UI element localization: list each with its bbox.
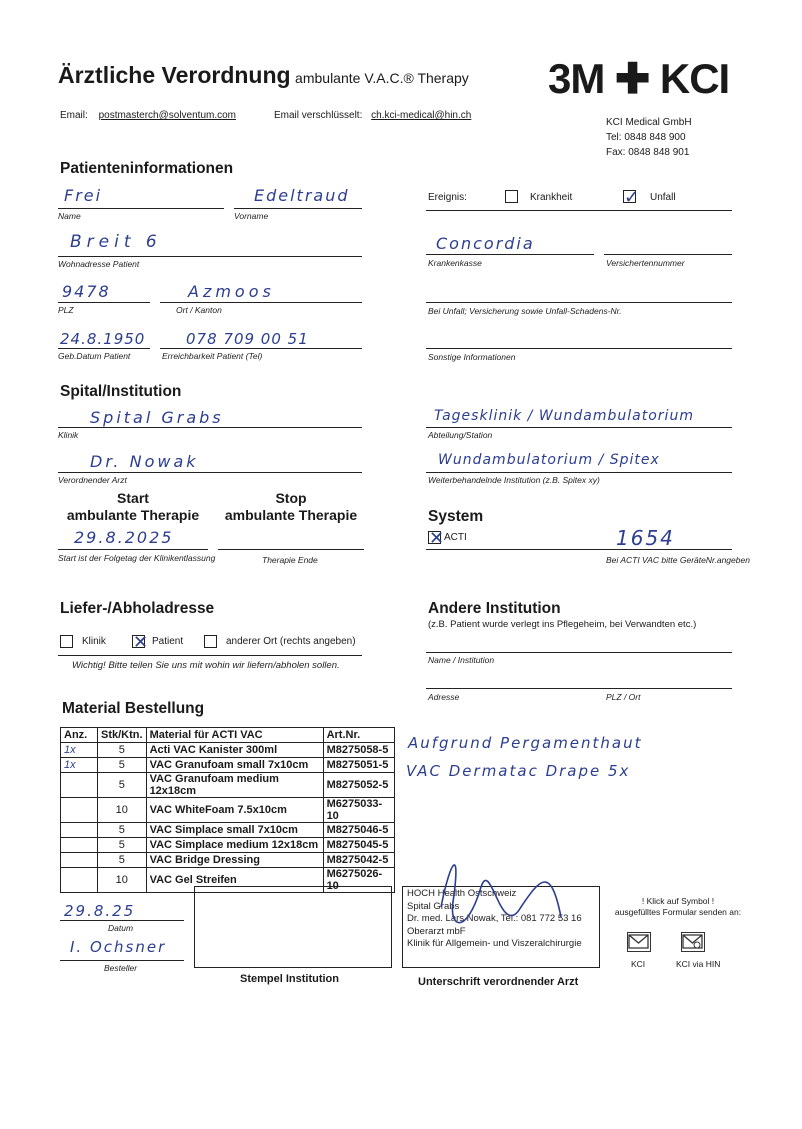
delivery-patient-checkbox[interactable]: ✕ <box>133 632 149 652</box>
abteilung-line <box>426 427 732 428</box>
delivery-klinik-label: Klinik <box>82 636 106 647</box>
unfall-nr-line <box>426 302 732 303</box>
material-stk-cell: 5 <box>98 853 147 868</box>
stamp-line-3: Dr. med. Lars Nowak, Tel.: 081 772 53 16 <box>407 913 582 924</box>
device-label: Bei ACTI VAC bitte GeräteNr.angeben <box>606 555 750 565</box>
material-stk-cell: 5 <box>98 823 147 838</box>
patient-tel-value[interactable]: 078 709 00 51 <box>186 330 309 348</box>
versnr-label: Versichertennummer <box>606 258 685 268</box>
tel-label: Erreichbarkeit Patient (Tel) <box>162 351 263 361</box>
send-note-2: ausgefülltes Formular senden an: <box>614 907 742 917</box>
material-stk-cell: 10 <box>98 798 147 823</box>
email-enc-label: Email verschlüsselt: <box>274 110 363 121</box>
name-label: Name <box>58 211 81 221</box>
event-label: Ereignis: <box>428 192 467 203</box>
email-link[interactable]: postmasterch@solventum.com <box>98 110 236 121</box>
send-note-1: ! Klick auf Symbol ! <box>641 896 715 906</box>
material-note-2: VAC Dermatac Drape 5x <box>406 762 631 780</box>
material-qty-cell[interactable] <box>61 798 98 823</box>
email-enc-row <box>274 110 471 121</box>
material-art-cell: M8275042-5 <box>323 853 394 868</box>
material-stk-cell: 5 <box>98 758 147 773</box>
material-name-cell: Acti VAC Kanister 300ml <box>146 743 323 758</box>
form-subtitle: ambulante V.A.C.® Therapy <box>295 70 469 86</box>
weiter-line <box>426 472 732 473</box>
material-art-cell: M8275058-5 <box>323 743 394 758</box>
stamp-line-4: Oberarzt mbF <box>407 925 466 937</box>
material-qty-cell[interactable]: 1x <box>61 758 98 773</box>
material-row <box>61 823 395 838</box>
stop-heading-2: ambulante Therapie <box>224 507 358 523</box>
start-label: Start ist der Folgetag der Klinikentlassung <box>58 553 216 563</box>
patient-plz-value[interactable]: 9478 <box>62 282 111 301</box>
material-stk-cell: 5 <box>98 773 147 798</box>
unfall-checkbox[interactable]: ✓ <box>624 187 640 207</box>
name-line <box>58 208 224 209</box>
patient-section-title: Patienteninformationen <box>60 160 234 177</box>
ort-label: Ort / Kanton <box>176 305 222 315</box>
delivery-klinik-checkbox[interactable] <box>60 635 73 648</box>
stamp-line-5: Klinik für Allgemein- und Viszeralchirurgie <box>407 938 582 949</box>
address-label: Wohnadresse Patient <box>58 259 140 269</box>
signature-label: Unterschrift verordnender Arzt <box>418 976 579 988</box>
kci-hin-mail-label: KCI via HIN <box>676 959 721 969</box>
start-line <box>58 549 208 550</box>
material-row <box>61 743 395 758</box>
material-row <box>61 758 395 773</box>
envelope-icon <box>628 933 649 950</box>
signature-box <box>402 886 600 968</box>
email-row <box>60 110 236 121</box>
dob-line <box>58 348 150 349</box>
besteller-line <box>60 960 184 961</box>
material-row <box>61 838 395 853</box>
start-date-value[interactable]: 29.8.2025 <box>74 528 174 547</box>
material-note-1: Aufgrund Pergamenthaut <box>408 734 643 752</box>
delivery-section-title: Liefer-/Abholadresse <box>60 600 215 617</box>
material-art-cell: M8275052-5 <box>323 773 394 798</box>
material-art-cell: M8275046-5 <box>323 823 394 838</box>
acti-label: ACTI <box>444 532 467 543</box>
delivery-line <box>58 655 362 656</box>
device-nr-value[interactable]: 1654 <box>616 526 675 550</box>
material-name-cell: VAC WhiteFoam 7.5x10cm <box>146 798 323 823</box>
company-contact <box>606 115 692 160</box>
tel-line <box>160 348 362 349</box>
stamp-line-2: Spital Grabs <box>407 900 460 912</box>
abteilung-value[interactable]: Tagesklinik / Wundambulatorium <box>434 408 694 424</box>
patient-dob-value[interactable]: 24.8.1950 <box>60 330 146 348</box>
arzt-line <box>58 472 362 473</box>
vorname-line <box>234 208 362 209</box>
sonstige-label: Sonstige Informationen <box>428 352 516 362</box>
end-label: Therapie Ende <box>262 555 318 565</box>
order-date-value[interactable]: 29.8.25 <box>64 902 136 920</box>
patient-address-value[interactable]: Breit 6 <box>70 232 162 252</box>
other-section-title: Andere Institution <box>428 600 561 617</box>
system-section-title: System <box>428 508 484 525</box>
material-name-cell: VAC Simplace medium 12x18cm <box>146 838 323 853</box>
material-name-cell: VAC Granufoam small 7x10cm <box>146 758 323 773</box>
stop-heading <box>218 490 364 524</box>
delivery-anderer-checkbox[interactable] <box>204 635 217 648</box>
material-qty-cell[interactable] <box>61 773 98 798</box>
patient-vorname-value[interactable]: Edeltraud <box>254 186 350 205</box>
patient-name-value[interactable]: Frei <box>64 186 103 205</box>
doctor-signature <box>421 847 571 967</box>
system-line <box>426 549 732 550</box>
stempel-box <box>194 886 392 968</box>
delivery-anderer-label <box>226 636 356 647</box>
material-qty-cell[interactable] <box>61 823 98 838</box>
material-stk-cell: 5 <box>98 838 147 853</box>
col-stk: Stk/Ktn. <box>98 728 147 743</box>
kasse-line <box>426 254 594 255</box>
versnr-line <box>604 254 732 255</box>
material-qty-cell[interactable] <box>61 868 98 893</box>
other-plz-label: PLZ / Ort <box>606 692 641 702</box>
col-anz: Anz. <box>61 728 98 743</box>
krankheit-checkbox[interactable] <box>505 190 518 203</box>
email-label: Email: <box>60 110 88 121</box>
material-name-cell: VAC Simplace small 7x10cm <box>146 823 323 838</box>
stempel-label: Stempel Institution <box>240 973 339 985</box>
other-name-label: Name / Institution <box>428 655 495 665</box>
material-header-row <box>61 728 395 743</box>
start-heading <box>58 490 208 524</box>
material-qty-cell[interactable]: 1x <box>61 743 98 758</box>
besteller-value[interactable]: I. Ochsner <box>70 938 167 956</box>
delivery-note: Wichtig! Bitte teilen Sie uns mit wohin wir liefern/abholen sollen. <box>72 660 340 671</box>
weiter-value[interactable]: Wundambulatorium / Spitex <box>438 452 660 468</box>
date-line <box>60 920 184 921</box>
stop-line <box>218 549 364 550</box>
material-stk-cell: 5 <box>98 743 147 758</box>
acti-checkbox[interactable]: ✕ <box>429 528 445 548</box>
form-title-block <box>58 62 469 89</box>
klinik-label: Klinik <box>58 430 79 440</box>
company-logo: 3M ✚ KCI <box>548 55 730 102</box>
material-art-cell: M6275033-10 <box>323 798 394 823</box>
besteller-label: Besteller <box>104 963 138 973</box>
delivery-anderer-text: anderer Ort <box>226 636 278 647</box>
klinik-line <box>58 427 362 428</box>
stop-heading-1: Stop <box>275 490 307 506</box>
material-art-cell: M8275051-5 <box>323 758 394 773</box>
arzt-value[interactable]: Dr. Nowak <box>90 452 199 471</box>
material-name-cell: VAC Gel Streifen <box>146 868 323 893</box>
material-art-cell: M8275045-5 <box>323 838 394 853</box>
material-name-cell: VAC Granufoam medium 12x18cm <box>146 773 323 798</box>
start-heading-1: Start <box>117 490 149 506</box>
material-section-title: Material Bestellung <box>62 700 205 717</box>
material-art-cell: M6275026-10 <box>323 868 394 893</box>
dob-label: Geb.Datum Patient <box>58 351 131 361</box>
email-enc-link[interactable]: ch.kci-medical@hin.ch <box>371 110 472 121</box>
patient-ort-value[interactable]: Azmoos <box>188 282 275 301</box>
abteilung-label: Abteilung/Station <box>428 430 493 440</box>
start-heading-2: ambulante Therapie <box>66 507 200 523</box>
delivery-anderer-note: (rechts angeben) <box>279 636 356 647</box>
company-name: KCI Medical GmbH <box>606 117 692 128</box>
address-line <box>58 256 362 257</box>
material-row <box>61 853 395 868</box>
krankheit-label: Krankheit <box>530 192 573 203</box>
kci-mail-label: KCI <box>631 959 646 969</box>
spital-section-title: Spital/Institution <box>60 383 182 400</box>
unfall-nr-label: Bei Unfall; Versicherung sowie Unfall-Schadens-Nr. <box>428 306 622 316</box>
stamp-line-1: HOCH Health Ostschweiz <box>407 888 517 899</box>
company-tel: Tel: 0848 848 900 <box>606 132 686 143</box>
plz-label: PLZ <box>58 305 74 315</box>
delivery-patient-label: Patient <box>152 636 184 647</box>
other-address-label: Adresse <box>428 692 460 702</box>
material-qty-cell[interactable] <box>61 838 98 853</box>
krankenkasse-value[interactable]: Concordia <box>436 234 535 253</box>
other-name-line <box>426 652 732 653</box>
plz-line <box>58 302 150 303</box>
col-art: Art.Nr. <box>323 728 394 743</box>
event-line <box>426 210 732 211</box>
ort-line <box>160 302 362 303</box>
material-qty-cell[interactable] <box>61 853 98 868</box>
material-table <box>60 727 395 893</box>
material-row <box>61 798 395 823</box>
envelope-secure-icon <box>682 933 703 950</box>
other-note: (z.B. Patient wurde verlegt ins Pflegeheim, bei Verwandten etc.) <box>428 619 697 630</box>
sonstige-line <box>426 348 732 349</box>
send-note <box>608 896 748 918</box>
col-material: Material für ACTI VAC <box>146 728 323 743</box>
klinik-value[interactable]: Spital Grabs <box>90 408 224 427</box>
material-row <box>61 773 395 798</box>
unfall-label: Unfall <box>650 192 676 203</box>
kci-hin-mail-button[interactable] <box>681 932 705 952</box>
kci-mail-button[interactable] <box>627 932 651 952</box>
weiter-label: Weiterbehandelnde Institution (z.B. Spitex xy) <box>428 475 600 485</box>
kasse-label: Krankenkasse <box>428 258 482 268</box>
arzt-label: Verordnender Arzt <box>58 475 127 485</box>
other-address-line <box>426 688 732 689</box>
form-title: Ärztliche Verordnung <box>58 62 291 88</box>
company-fax: Fax: 0848 848 901 <box>606 147 690 158</box>
material-name-cell: VAC Bridge Dressing <box>146 853 323 868</box>
material-stk-cell: 10 <box>98 868 147 893</box>
date-label: Datum <box>108 923 134 933</box>
vorname-label: Vorname <box>234 211 269 221</box>
